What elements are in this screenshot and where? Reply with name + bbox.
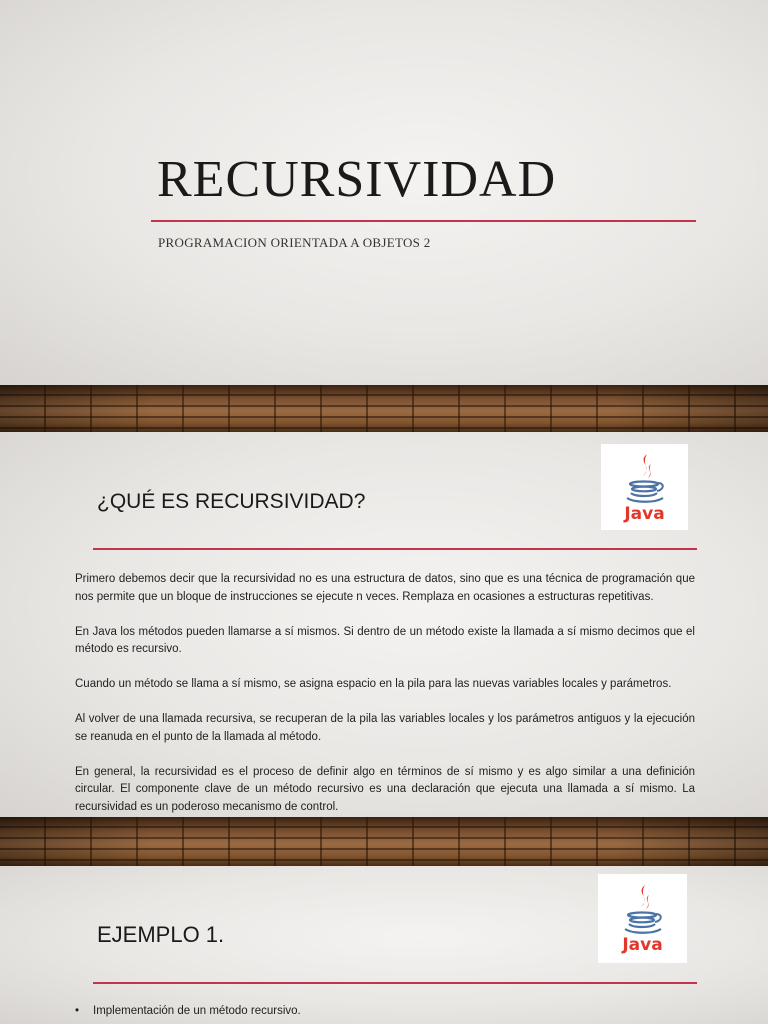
heading-rule — [93, 548, 697, 550]
slide-title: RECURSIVIDAD — [157, 151, 557, 208]
java-logo — [601, 444, 688, 530]
java-logo-text: Java — [622, 935, 663, 955]
java-logo-text: Java — [624, 503, 665, 524]
bullet-text: Implementación de un método recursivo. — [93, 1005, 301, 1017]
section-heading: ¿QUÉ ES RECURSIVIDAD? — [97, 490, 366, 513]
paragraph: En general, la recursividad es el proceso de definir algo en términos de sí mismo y es algo similar a una definición circular. El componente clave de un método recursivo es una declaración que ejecuta una llamada a sí mismo. La recursividad es un poderoso mecanismo de control. — [75, 765, 695, 813]
heading-rule — [93, 982, 697, 984]
slide-subtitle: PROGRAMACION ORIENTADA A OBJETOS 2 — [158, 235, 431, 250]
title-rule — [151, 220, 696, 222]
bullet-item — [75, 1005, 301, 1017]
wood-floor-band — [0, 385, 768, 432]
paragraph: Cuando un método se llama a sí mismo, se asigna espacio en la pila para las nuevas variables locales y parámetros. — [75, 678, 672, 690]
paragraph: Primero debemos decir que la recursividad no es una estructura de datos, sino que es una técnica de programación que nos permite que un bloque de instrucciones se ejecute n veces. Remplaza en ocasiones a estructuras repetitivas. — [75, 573, 695, 603]
paragraph: En Java los métodos pueden llamarse a sí mismos. Si dentro de un método existe la llamada a sí mismo decimos que el método es recursivo. — [75, 625, 695, 655]
slide-body — [75, 571, 695, 834]
section-heading: EJEMPLO 1. — [97, 922, 225, 947]
wood-floor-band — [0, 817, 768, 866]
java-logo — [598, 874, 687, 963]
slide-1 — [0, 0, 768, 385]
java-cup-icon — [621, 883, 665, 935]
paragraph: Al volver de una llamada recursiva, se recuperan de la pila las variables locales y los parámetros antiguos y la ejecución se reanuda en el punto de la llamada al método. — [75, 713, 695, 743]
bullet-marker: • — [75, 1005, 80, 1017]
java-cup-icon — [623, 452, 667, 504]
